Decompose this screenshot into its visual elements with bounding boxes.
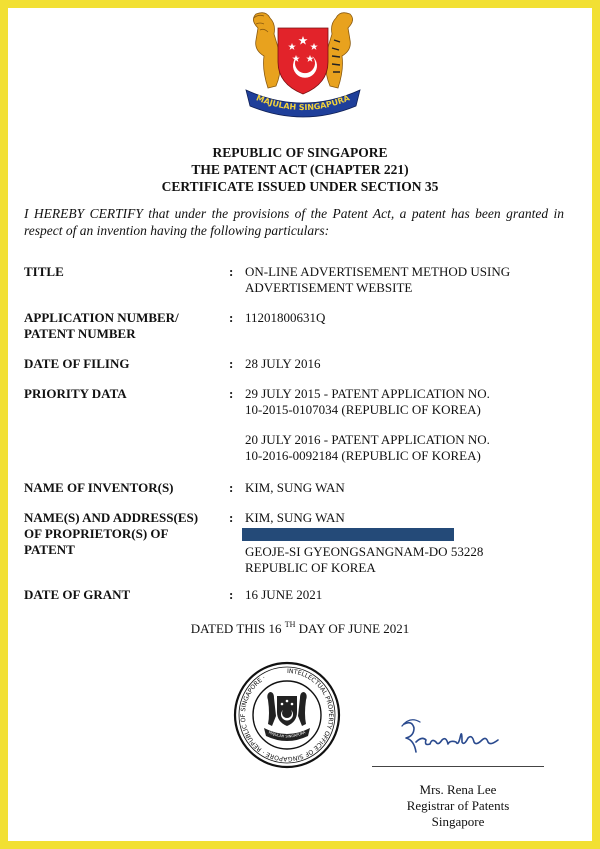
field-value-application-number: 11201800631Q xyxy=(245,310,326,325)
dated-ordinal: TH xyxy=(284,620,296,629)
redaction-bar xyxy=(242,528,454,541)
dated-prefix: DATED THIS 16 xyxy=(190,621,285,636)
certification-statement: I HEREBY CERTIFY that under the provisions of the Patent Act, a patent has been granted in respect of an invention having the following particulars: xyxy=(24,206,564,238)
field-value-proprietor xyxy=(245,510,545,576)
field-label-grant: DATE OF GRANT xyxy=(24,587,131,602)
title-line-1: ON-LINE ADVERTISEMENT METHOD USING xyxy=(245,264,511,279)
registrar-block xyxy=(372,782,544,830)
field-separator: : xyxy=(229,587,234,602)
field-separator: : xyxy=(229,356,234,371)
registrar-place: Singapore xyxy=(431,814,485,829)
priority-entry-2-line-2: 10-2016-0092184 (REPUBLIC OF KOREA) xyxy=(245,448,481,463)
singapore-coat-of-arms xyxy=(240,10,366,118)
heading-line-act: THE PATENT ACT (CHAPTER 221) xyxy=(191,162,409,177)
proprietor-label-line-2: OF PROPRIETOR(S) OF xyxy=(24,526,169,541)
field-value-priority xyxy=(245,386,545,464)
field-label-filing: DATE OF FILING xyxy=(24,356,130,371)
dated-rest: DAY OF JUNE 2021 xyxy=(295,621,410,636)
field-label-inventor: NAME OF INVENTOR(S) xyxy=(24,480,174,495)
field-label-title: TITLE xyxy=(24,264,64,279)
field-separator: : xyxy=(229,310,234,325)
ipos-official-seal xyxy=(232,660,342,770)
field-separator: : xyxy=(229,386,234,401)
application-label-line-2: PATENT NUMBER xyxy=(24,326,136,341)
registrar-signature xyxy=(398,712,510,758)
heading-line-republic: REPUBLIC OF SINGAPORE xyxy=(212,145,388,160)
field-value-title xyxy=(245,264,545,296)
proprietor-address-line-1: GEOJE-SI GYEONGSANGNAM-DO 53228 xyxy=(245,544,484,559)
field-label-proprietor xyxy=(24,510,224,558)
certificate-heading xyxy=(8,144,592,195)
registrar-name: Mrs. Rena Lee xyxy=(419,782,497,797)
proprietor-name: KIM, SUNG WAN xyxy=(245,510,345,525)
proprietor-label-line-3: PATENT xyxy=(24,542,75,557)
signature-line xyxy=(372,766,544,767)
field-value-grant-date: 16 JUNE 2021 xyxy=(245,587,323,602)
dated-line xyxy=(8,620,592,637)
proprietor-address-line-2: REPUBLIC OF KOREA xyxy=(245,560,376,575)
field-value-filing-date: 28 JULY 2016 xyxy=(245,356,321,371)
priority-entry-2-line-1: 20 JULY 2016 - PATENT APPLICATION NO. xyxy=(245,432,490,447)
priority-entry-1-line-2: 10-2015-0107034 (REPUBLIC OF KOREA) xyxy=(245,402,481,417)
title-line-2: ADVERTISEMENT WEBSITE xyxy=(245,280,413,295)
heading-line-section: CERTIFICATE ISSUED UNDER SECTION 35 xyxy=(161,179,439,194)
crest-motto: MAJULAH SINGAPURA xyxy=(254,93,352,113)
seal-ring-text: INTELLECTUAL PROPERTY OFFICE OF SINGAPORE · REPUBLIC OF SINGAPORE · xyxy=(239,667,334,763)
proprietor-label-line-1: NAME(S) AND ADDRESS(ES) xyxy=(24,510,199,525)
field-label-application xyxy=(24,310,224,342)
field-separator: : xyxy=(229,510,234,525)
field-separator: : xyxy=(229,264,234,279)
application-label-line-1: APPLICATION NUMBER/ xyxy=(24,310,179,325)
certificate-page xyxy=(8,8,592,841)
priority-entry-1-line-1: 29 JULY 2015 - PATENT APPLICATION NO. xyxy=(245,386,490,401)
field-label-priority: PRIORITY DATA xyxy=(24,386,127,401)
field-value-inventor: KIM, SUNG WAN xyxy=(245,480,345,495)
registrar-role: Registrar of Patents xyxy=(406,798,510,813)
seal-motto: MAJULAH SINGAPURA xyxy=(267,730,307,739)
field-separator: : xyxy=(229,480,234,495)
